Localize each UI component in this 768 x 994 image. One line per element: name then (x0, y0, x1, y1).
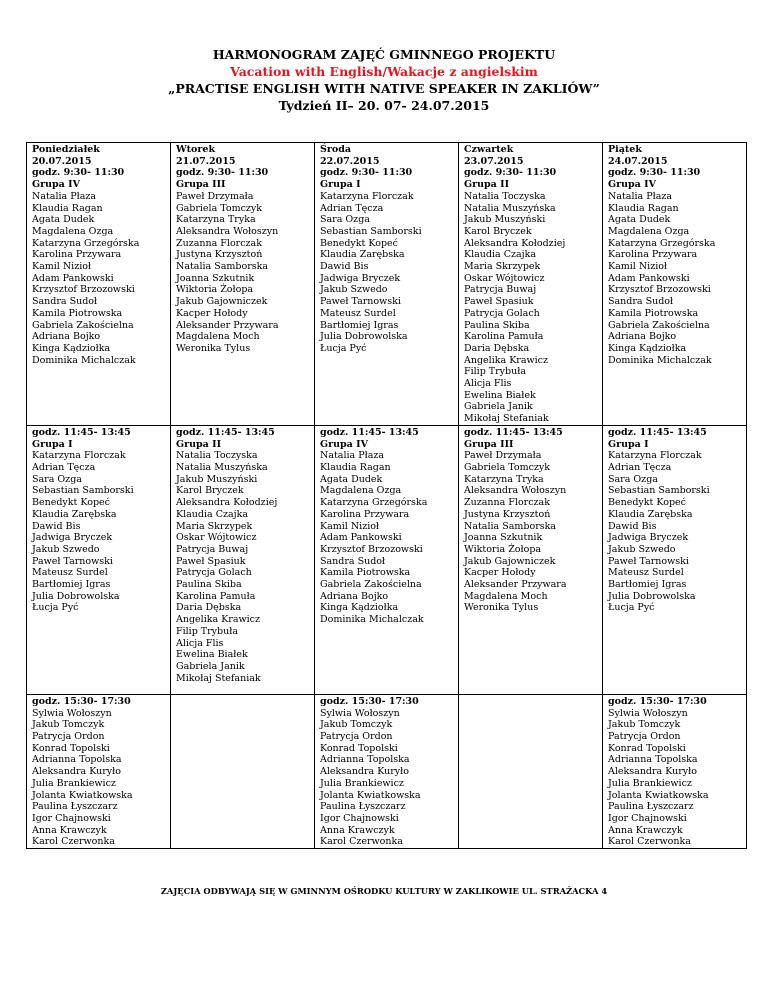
session-cell (315, 425, 459, 694)
participant-name: Klaudia Zarębska (320, 249, 405, 261)
session-heading-line: godz. 15:30- 17:30 (608, 695, 707, 707)
session-heading-line: godz. 15:30- 17:30 (32, 695, 131, 707)
participant-name: Natalia Płaza (320, 450, 385, 462)
participant-name: Jakub Gajowniczek (176, 296, 268, 308)
session-cell (315, 694, 459, 848)
participant-name: Jakub Szwedo (320, 284, 388, 296)
participant-name: Patrycja Ordon (320, 730, 393, 742)
participant-name: Jolanta Kwiatkowska (320, 789, 421, 801)
participant-name: Karolina Przywara (32, 249, 122, 261)
participant-name: Jakub Tomczyk (320, 719, 393, 731)
participant-name: Katarzyna Grzegórska (608, 237, 716, 249)
participant-name: Patrycja Golach (176, 567, 252, 579)
participant-name: Sara Ozga (608, 473, 658, 485)
participant-name: Jadwiga Bryczek (32, 532, 113, 544)
participant-name: Patrycja Ordon (32, 730, 105, 742)
session-heading-line: Poniedziałek (32, 144, 100, 155)
participant-name: Paulina Skiba (176, 579, 242, 591)
participant-name: Aleksandra Kołodziej (464, 237, 566, 249)
participant-name: Krzysztof Brzozowski (320, 543, 423, 555)
participant-name: Natalia Toczyska (176, 450, 258, 462)
session-cell (171, 143, 315, 426)
participant-name: Jolanta Kwiatkowska (608, 789, 709, 801)
participant-name: Dominika Michalczak (320, 614, 424, 626)
participant-name: Krzysztof Brzozowski (608, 284, 711, 296)
participant-name: Sandra Sudoł (320, 555, 386, 567)
session-heading-line: 23.07.2015 (464, 155, 524, 167)
participant-name: Karol Czerwonka (32, 836, 115, 848)
participant-name: Angelika Krawicz (176, 614, 260, 626)
participant-name: Ewelina Białek (464, 389, 536, 401)
session-heading-line: godz. 9:30- 11:30 (320, 167, 413, 179)
participant-name: Łucja Pyć (320, 342, 367, 354)
participant-name: Justyna Krzysztoń (464, 508, 551, 520)
participant-name: Adrianna Topolska (32, 754, 122, 766)
participant-name: Alicja Flis (464, 378, 512, 390)
participant-name: Katarzyna Florczak (32, 450, 126, 462)
participant-name: Adrianna Topolska (608, 754, 698, 766)
session-cell (27, 143, 171, 426)
participant-name: Julia Dobrowolska (320, 331, 408, 343)
participant-name: Anna Krawczyk (320, 824, 395, 836)
schedule-row (27, 694, 747, 848)
participant-name: Paweł Spasiuk (176, 555, 246, 567)
participant-name: Justyna Krzysztoń (176, 249, 263, 261)
participant-name: Dawid Bis (32, 520, 81, 532)
session-cell (603, 425, 747, 694)
participant-name: Katarzyna Tryka (176, 214, 256, 226)
session-heading-line: godz. 9:30- 11:30 (32, 167, 125, 179)
participant-name: Benedykt Kopeć (32, 497, 110, 509)
session-heading-line: Grupa II (464, 179, 510, 191)
participant-name: Natalia Samborska (464, 520, 557, 532)
participant-name: Aleksandra Kuryło (32, 766, 121, 778)
participant-name: Adam Pankowski (32, 272, 114, 284)
participant-name: Jakub Muszyński (176, 473, 258, 485)
participant-name: Katarzyna Florczak (320, 190, 414, 202)
participant-name: Gabriela Janik (464, 401, 533, 413)
session-heading-line: Grupa IV (608, 179, 656, 191)
participant-name: Klaudia Czajka (176, 508, 249, 520)
participant-name: Adam Pankowski (320, 532, 402, 544)
participant-name: Maria Skrzypek (464, 261, 541, 273)
participant-name: Magdalena Ozga (608, 225, 690, 237)
session-heading-line: Środa (320, 144, 352, 155)
participant-name: Karol Czerwonka (320, 836, 403, 848)
participant-name: Klaudia Ragan (320, 461, 391, 473)
participant-name: Oskar Wójtowicz (464, 272, 545, 284)
session-cell (459, 694, 603, 848)
participant-name: Bartłomiej Igras (32, 579, 111, 591)
participant-name: Igor Chajnowski (320, 812, 399, 824)
participant-name: Julia Brankiewicz (608, 777, 692, 789)
participant-name: Agata Dudek (320, 473, 383, 485)
participant-name: Zuzanna Florczak (464, 497, 550, 509)
session-cell (27, 425, 171, 694)
participant-name: Igor Chajnowski (608, 812, 687, 824)
participant-name: Julia Brankiewicz (320, 777, 404, 789)
participant-name: Natalia Samborska (176, 261, 269, 273)
participant-name: Jadwiga Bryczek (608, 532, 689, 544)
participant-name: Wiktoria Żołopa (464, 543, 542, 555)
participant-name: Aleksandra Wołoszyn (464, 485, 567, 497)
participant-name: Adrian Tęcza (608, 461, 672, 473)
participant-name: Dawid Bis (608, 520, 657, 532)
participant-name: Mikołaj Stefaniak (176, 672, 261, 684)
participant-name: Adam Pankowski (608, 272, 690, 284)
participant-name: Kamil Nizioł (320, 520, 380, 532)
participant-name: Jadwiga Bryczek (320, 272, 401, 284)
session-heading-line: godz. 9:30- 11:30 (464, 167, 557, 179)
participant-name: Anna Krawczyk (608, 824, 683, 836)
project-motto: „PRACTISE ENGLISH WITH NATIVE SPEAKER IN ZAKLIÓW” (168, 81, 600, 96)
participant-name: Gabriela Janik (176, 660, 245, 672)
session-cell (603, 143, 747, 426)
participant-name: Maria Skrzypek (176, 520, 253, 532)
participant-name: Karolina Przywara (320, 508, 410, 520)
session-heading-line: godz. 15:30- 17:30 (320, 695, 419, 707)
session-heading-line: Piątek (608, 144, 642, 155)
participant-name: Patrycja Buwaj (464, 284, 537, 296)
participant-name: Sandra Sudoł (32, 296, 98, 308)
participant-name: Jakub Muszyński (464, 214, 546, 226)
participant-name: Benedykt Kopeć (320, 237, 398, 249)
session-cell (171, 694, 315, 848)
participant-name: Sylwia Wołoszyn (608, 707, 688, 719)
participant-name: Joanna Szkutnik (176, 272, 255, 284)
participant-name: Mateusz Surdel (320, 307, 396, 319)
session-heading-line: 20.07.2015 (32, 155, 92, 167)
participant-name: Paweł Spasiuk (464, 296, 534, 308)
participant-name: Joanna Szkutnik (464, 532, 543, 544)
participant-name: Natalia Płaza (608, 190, 673, 202)
schedule-row (27, 143, 747, 426)
session-heading-line: Grupa III (464, 438, 514, 450)
participant-name: Paweł Tarnowski (32, 555, 113, 567)
participant-name: Magdalena Moch (176, 331, 260, 343)
participant-name: Konrad Topolski (608, 742, 686, 754)
session-heading-line: Grupa II (176, 438, 222, 450)
participant-name: Mateusz Surdel (608, 567, 684, 579)
participant-name: Julia Dobrowolska (32, 590, 120, 602)
participant-name: Kamila Piotrowska (608, 307, 699, 319)
participant-name: Daria Dębska (464, 342, 530, 354)
participant-name: Sylwia Wołoszyn (32, 707, 112, 719)
participant-name: Kinga Kądziołka (32, 342, 111, 354)
participant-name: Karolina Pamuła (176, 590, 256, 602)
participant-name: Katarzyna Grzegórska (32, 237, 140, 249)
participant-name: Zuzanna Florczak (176, 237, 262, 249)
participant-name: Krzysztof Brzozowski (32, 284, 135, 296)
participant-name: Konrad Topolski (32, 742, 110, 754)
participant-name: Patrycja Ordon (608, 730, 681, 742)
participant-name: Sara Ozga (320, 214, 370, 226)
participant-name: Igor Chajnowski (32, 812, 111, 824)
participant-name: Bartłomiej Igras (320, 319, 399, 331)
session-heading-line: Grupa III (176, 179, 226, 191)
participant-name: Weronika Tylus (464, 602, 539, 614)
participant-name: Patrycja Buwaj (176, 543, 249, 555)
participant-name: Jolanta Kwiatkowska (32, 789, 133, 801)
participant-name: Dominika Michalczak (608, 354, 712, 366)
participant-name: Katarzyna Grzegórska (320, 497, 428, 509)
participant-name: Paulina Łyszczarz (32, 801, 118, 813)
participant-name: Adriana Bojko (608, 331, 677, 343)
participant-name: Karol Czerwonka (608, 836, 691, 848)
participant-name: Aleksandra Kołodziej (176, 497, 278, 509)
participant-name: Kamila Piotrowska (320, 567, 411, 579)
session-heading-line: 24.07.2015 (608, 155, 668, 167)
participant-name: Natalia Muszyńska (176, 461, 268, 473)
participant-name: Kamil Nizioł (608, 261, 668, 273)
session-heading-line: godz. 11:45- 13:45 (32, 426, 131, 438)
participant-name: Klaudia Zarębska (32, 508, 117, 520)
participant-name: Kinga Kądziołka (320, 602, 399, 614)
participant-name: Aleksander Przywara (176, 319, 279, 331)
participant-name: Benedykt Kopeć (608, 497, 686, 509)
participant-name: Filip Trybuła (464, 366, 526, 378)
participant-name: Sebastian Samborski (608, 485, 710, 497)
session-heading-line: Grupa IV (32, 179, 80, 191)
participant-name: Natalia Toczyska (464, 190, 546, 202)
session-cell (171, 425, 315, 694)
participant-name: Kacper Hołody (464, 567, 536, 579)
participant-name: Adrian Tęcza (320, 202, 384, 214)
session-heading-line: Czwartek (464, 144, 514, 155)
participant-name: Mikołaj Stefaniak (464, 413, 549, 425)
participant-name: Oskar Wójtowicz (176, 532, 257, 544)
participant-name: Adriana Bojko (320, 590, 389, 602)
participant-name: Gabriela Zakościelna (608, 319, 710, 331)
participant-name: Aleksandra Kuryło (608, 766, 697, 778)
participant-name: Katarzyna Florczak (608, 450, 702, 462)
participant-name: Magdalena Ozga (320, 485, 402, 497)
participant-name: Ewelina Białek (176, 649, 248, 661)
participant-name: Anna Krawczyk (32, 824, 107, 836)
participant-name: Dawid Bis (320, 261, 369, 273)
participant-name: Kinga Kądziołka (608, 342, 687, 354)
participant-name: Wiktoria Żołopa (176, 284, 254, 296)
session-heading-line: godz. 11:45- 13:45 (176, 426, 275, 438)
participant-name: Alicja Flis (176, 637, 224, 649)
participant-name: Katarzyna Tryka (464, 473, 544, 485)
participant-name: Gabriela Zakościelna (320, 579, 422, 591)
participant-name: Konrad Topolski (320, 742, 398, 754)
participant-name: Kamil Nizioł (32, 261, 92, 273)
participant-name: Sebastian Samborski (32, 485, 134, 497)
participant-name: Kamila Piotrowska (32, 307, 123, 319)
participant-name: Karolina Pamuła (464, 331, 544, 343)
participant-name: Aleksandra Wołoszyn (176, 225, 279, 237)
participant-name: Paweł Tarnowski (608, 555, 689, 567)
participant-name: Paulina Skiba (464, 319, 530, 331)
participant-name: Aleksander Przywara (464, 579, 567, 591)
participant-name: Jakub Szwedo (32, 543, 100, 555)
schedule-row (27, 425, 747, 694)
participant-name: Gabriela Tomczyk (464, 461, 551, 473)
participant-name: Mateusz Surdel (32, 567, 108, 579)
participant-name: Jakub Szwedo (608, 543, 676, 555)
participant-name: Patrycja Golach (464, 307, 540, 319)
participant-name: Klaudia Ragan (32, 202, 103, 214)
participant-name: Klaudia Ragan (608, 202, 679, 214)
participant-name: Sara Ozga (32, 473, 82, 485)
week-range: Tydzień II– 20. 07- 24.07.2015 (278, 98, 490, 113)
participant-name: Gabriela Tomczyk (176, 202, 263, 214)
participant-name: Karolina Przywara (608, 249, 698, 261)
schedule-table (26, 142, 747, 849)
participant-name: Łucja Pyć (608, 602, 655, 614)
participant-name: Jakub Gajowniczek (464, 555, 556, 567)
participant-name: Agata Dudek (32, 214, 95, 226)
session-cell (315, 143, 459, 426)
participant-name: Filip Trybuła (176, 625, 238, 637)
project-subtitle: Vacation with English/Wakacje z angielskim (230, 64, 538, 79)
participant-name: Karol Bryczek (176, 485, 244, 497)
participant-name: Angelika Krawicz (464, 354, 548, 366)
session-heading-line: Grupa I (32, 438, 73, 450)
session-heading-line: Grupa IV (320, 438, 368, 450)
session-heading-line: godz. 11:45- 13:45 (608, 426, 707, 438)
session-cell (459, 143, 603, 426)
participant-name: Magdalena Ozga (32, 225, 114, 237)
participant-name: Daria Dębska (176, 602, 242, 614)
session-cell (459, 425, 603, 694)
participant-name: Sylwia Wołoszyn (320, 707, 400, 719)
participant-name: Paweł Drzymała (176, 190, 254, 202)
participant-name: Sebastian Samborski (320, 225, 422, 237)
participant-name: Dominika Michalczak (32, 354, 136, 366)
participant-name: Łucja Pyć (32, 602, 79, 614)
session-heading-line: godz. 9:30- 11:30 (608, 167, 701, 179)
participant-name: Agata Dudek (608, 214, 671, 226)
participant-name: Paulina Łyszczarz (608, 801, 694, 813)
participant-name: Jakub Tomczyk (608, 719, 681, 731)
participant-name: Magdalena Moch (464, 590, 548, 602)
document-header (0, 46, 768, 114)
participant-name: Klaudia Zarębska (608, 508, 693, 520)
participant-name: Bartłomiej Igras (608, 579, 687, 591)
document-title: HARMONOGRAM ZAJĘĆ GMINNEGO PROJEKTU (212, 47, 556, 62)
participant-name: Natalia Muszyńska (464, 202, 556, 214)
participant-name: Adriana Bojko (32, 331, 101, 343)
participant-name: Gabriela Zakościelna (32, 319, 134, 331)
participant-name: Kacper Hołody (176, 307, 248, 319)
session-heading-line: 21.07.2015 (176, 155, 236, 167)
participant-name: Sandra Sudoł (608, 296, 674, 308)
session-heading-line: Grupa I (320, 179, 361, 191)
session-heading-line: Grupa I (608, 438, 649, 450)
participant-name: Adrian Tęcza (32, 461, 96, 473)
participant-name: Julia Brankiewicz (32, 777, 116, 789)
participant-name: Julia Dobrowolska (608, 590, 696, 602)
participant-name: Adrianna Topolska (320, 754, 410, 766)
session-cell (603, 694, 747, 848)
venue-note: ZAJĘCIA ODBYWAJĄ SIĘ W GMINNYM OŚRODKU KULTURY W ZAKLIKOWIE UL. STRAŻACKA 4 (160, 886, 608, 896)
session-heading-line: godz. 9:30- 11:30 (176, 167, 269, 179)
participant-name: Weronika Tylus (176, 342, 251, 354)
session-heading-line: godz. 11:45- 13:45 (464, 426, 563, 438)
participant-name: Paweł Tarnowski (320, 296, 401, 308)
session-heading-line: Wtorek (176, 144, 216, 155)
session-cell (27, 694, 171, 848)
session-heading-line: 22.07.2015 (320, 155, 380, 167)
session-heading-line: godz. 11:45- 13:45 (320, 426, 419, 438)
participant-name: Klaudia Czajka (464, 249, 537, 261)
participant-name: Natalia Płaza (32, 190, 97, 202)
participant-name: Paulina Łyszczarz (320, 801, 406, 813)
participant-name: Jakub Tomczyk (32, 719, 105, 731)
participant-name: Paweł Drzymała (464, 450, 542, 462)
participant-name: Karol Bryczek (464, 225, 532, 237)
participant-name: Aleksandra Kuryło (320, 766, 409, 778)
